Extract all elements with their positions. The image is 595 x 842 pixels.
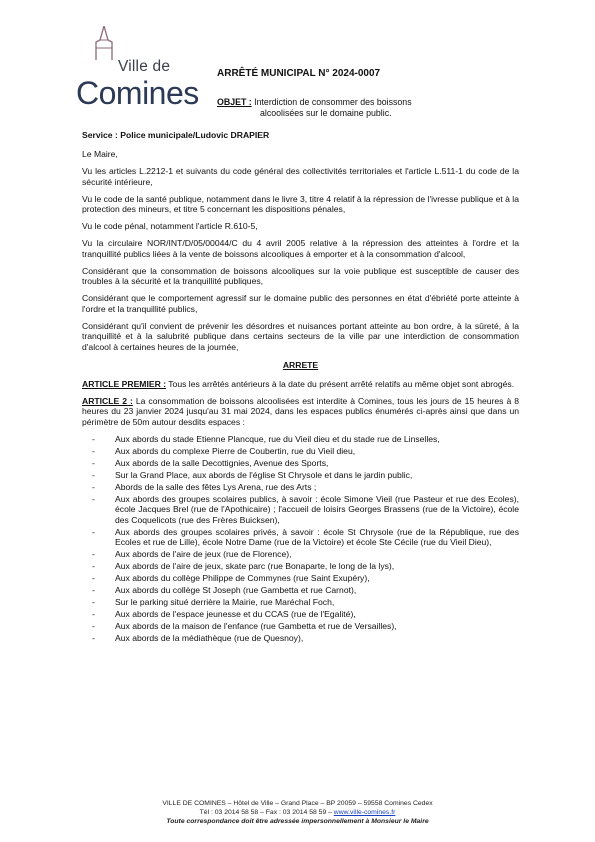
list-item-text: Aux abords de la maison de l'enfance (rue Gambetta et rue de Versailles), <box>115 620 397 631</box>
footer-website-link[interactable]: www.ville-comines.fr <box>333 808 396 816</box>
consideration-paragraph: Vu le code de la santé publique, notamment dans le livre 3, titre 4 relatif à la répression de l'ivresse publique et à la protection des mineurs, et titre 5 concernant les dispositions pénales, <box>82 193 519 215</box>
article-2 <box>82 396 519 427</box>
list-dash: - <box>92 526 95 537</box>
list-item <box>82 527 519 548</box>
footer-note: Toute correspondance doit être adressée impersonnellement à Monsieur le Maire <box>166 817 429 825</box>
list-item-text: Aux abords de l'aire de jeux (rue de Florence), <box>115 549 292 560</box>
consideration-paragraph: Considérant qu'il convient de prévenir les désordres et nuisances portant atteinte au bon ordre, à la sûreté, à la tranquillité et à la salubrité publique dans certains secteurs de la ville par une interdiction de consommation d'alcool à certaines heures de la journée, <box>82 320 519 352</box>
document-title: ARRÊTÉ MUNICIPAL N° 2024-0007 <box>217 68 381 79</box>
article-1-text: Tous les arrêtés antérieurs à la date du présent arrêté relatifs au même objet sont abrogés. <box>166 378 515 389</box>
list-item-text: Aux abords du collège St Joseph (rue Gambetta et rue Carnot), <box>115 584 357 595</box>
list-dash: - <box>92 549 95 560</box>
list-item-text: Aux abords de l'espace jeunesse et du CCAS (rue de l'Egalité), <box>115 608 356 619</box>
list-item-text: Aux abords des groupes scolaires publics, à savoir : école Simone Vieil (rue Pasteur et rue des Ecoles), école Jacques Brel (rue de l'Apothicaire) ; l'accueil de loisirs Georges Brassens (rue de la Victoire), école des Coquelicots (rue des Frères Buicksen), <box>115 493 519 525</box>
list-item <box>82 621 519 631</box>
list-item <box>82 609 519 619</box>
list-dash: - <box>92 445 95 456</box>
list-item <box>82 458 519 468</box>
list-item-text: Aux abords du stade Etienne Plancque, rue du Vieil dieu et du stade rue de Linselles, <box>115 433 440 444</box>
consideration-paragraph: Vu le code pénal, notamment l'article R.610-5, <box>82 221 258 232</box>
list-dash: - <box>92 481 95 492</box>
list-item <box>82 585 519 595</box>
article-2-label: ARTICLE 2 : <box>82 395 133 406</box>
list-item <box>82 482 519 492</box>
footer-contact <box>60 809 535 818</box>
list-item-text: Aux abords du collège Philippe de Commynes (rue Saint Exupéry), <box>115 572 370 583</box>
consideration-paragraph: Considérant que le comportement agressif sur le domaine public des personnes en état d'ébriété porte atteinte à l'ordre et la tranquillité publics, <box>82 293 519 314</box>
list-item-text: Sur le parking situé derrière la Mairie, rue Maréchal Foch, <box>115 596 335 607</box>
list-dash: - <box>92 632 95 643</box>
logo-ville-text: Ville de <box>118 58 171 75</box>
article-1 <box>82 379 519 389</box>
page-footer <box>60 800 535 826</box>
list-item <box>82 573 519 583</box>
consideration-paragraph: Considérant que la consommation de boissons alcooliques sur la voie publique est susceptible de causer des troubles à la sécurité et la tranquillité publiques, <box>82 265 519 287</box>
list-dash: - <box>92 457 95 468</box>
list-item <box>82 494 519 525</box>
list-dash: - <box>92 433 95 444</box>
footer-phone-fax: Tél : 03 2014 58 58 – Fax : 03 2014 58 59 – <box>199 808 334 816</box>
arrete-heading: ARRETE <box>282 360 319 371</box>
list-item-text: Sur la Grand Place, aux abords de l'église St Chrysole et dans le jardin public, <box>115 469 413 480</box>
list-item <box>82 434 519 444</box>
mayor-intro: Le Maire, <box>82 149 118 160</box>
list-item-text: Abords de la salle des fêtes Lys Arena, rue des Arts ; <box>115 481 317 492</box>
footer-address: VILLE DE COMINES – Hôtel de Ville – Grand Place – BP 20059 – 59558 Comines Cedex <box>162 800 433 807</box>
article-2-text: La consommation de boissons alcoolisées est interdite à Comines, tous les jours de 15 heures à 8 heures du 23 janvier 2024 jusqu'au 31 mai 2024, dans les espaces publics énumérés ci-après ainsi que dans un périmètre de 50m autour desdits espaces : <box>82 395 519 427</box>
places-list <box>82 434 519 644</box>
list-item-text: Aux abords du complexe Pierre de Coubertin, rue du Vieil dieu, <box>115 445 356 456</box>
list-item-text: Aux abords de l'aire de jeux, skate parc (rue Bonaparte, le long de la lys), <box>115 561 395 571</box>
city-logo <box>72 24 200 110</box>
list-dash: - <box>92 584 95 595</box>
list-dash: - <box>92 620 95 631</box>
church-spire-icon <box>92 26 116 60</box>
list-dash: - <box>92 469 95 480</box>
consideration-paragraph: Vu les articles L.2212-1 et suivants du code général des collectivités territoriales et l'article L.511-1 du code de la sécurité intérieure, <box>82 166 519 187</box>
list-dash: - <box>92 561 95 571</box>
objet-block <box>217 97 517 118</box>
logo-comines-text: Comines <box>76 75 199 111</box>
list-item <box>82 446 519 456</box>
list-item <box>82 633 519 643</box>
service-line: Service : Police municipale/Ludovic DRAPIER <box>82 130 270 140</box>
consideration-paragraph: Vu la circulaire NOR/INT/D/05/00044/C du 4 avril 2005 relative à la répression des atteintes à l'ordre et la tranquillité publics liées à la vente de boissons alcooliques à emporter et à la consommation d'alcool, <box>82 238 519 259</box>
list-dash: - <box>92 572 95 583</box>
list-dash: - <box>92 596 95 607</box>
objet-line1: Interdiction de consommer des boissons <box>254 97 412 107</box>
document-body <box>82 130 519 645</box>
article-1-label: ARTICLE PREMIER : <box>82 378 167 389</box>
list-item <box>82 561 519 571</box>
list-dash: - <box>92 608 95 619</box>
list-item-text: Aux abords de la médiathèque (rue de Quesnoy), <box>115 632 304 643</box>
objet-line2: alcoolisées sur le domaine public. <box>260 107 392 118</box>
objet-label: OBJET : <box>217 97 252 107</box>
list-item-text: Aux abords des groupes scolaires privés, à savoir : école St Chrysole (rue de la République, rue des Ecoles et rue de Lille), école Notre Dame (rue de la Victoire) et école Ste Cécile (rue du Vieil Dieu), <box>115 526 519 548</box>
list-dash: - <box>92 493 95 504</box>
list-item <box>82 470 519 480</box>
list-item <box>82 549 519 559</box>
list-item-text: Aux abords de la salle Decottignies, Avenue des Sports, <box>115 457 329 468</box>
list-item <box>82 597 519 607</box>
